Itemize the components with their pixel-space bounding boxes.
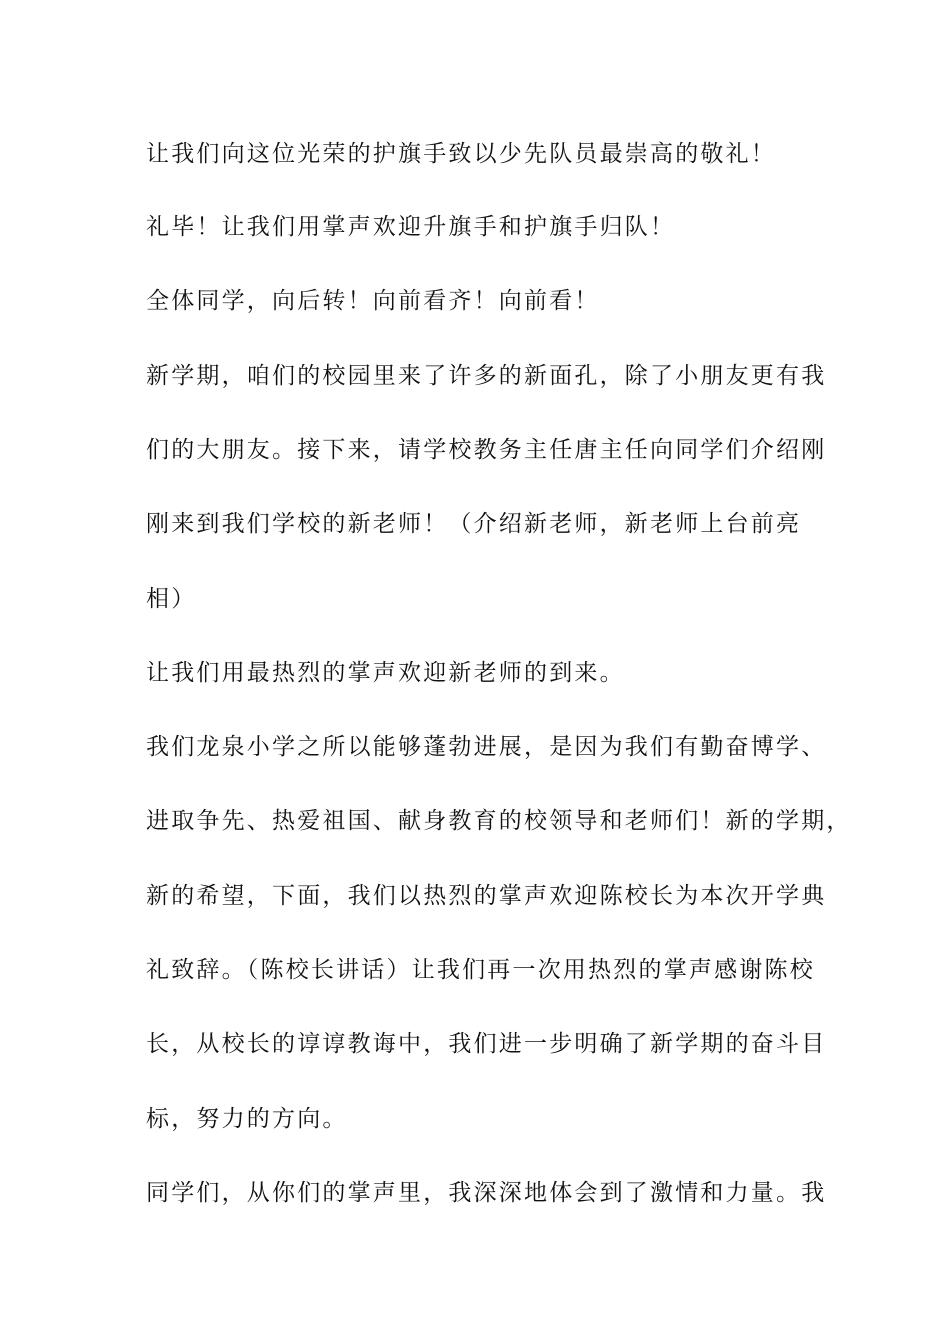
text-line: 同学们，从你们的掌声里，我深深地体会到了激情和力量。我 [146,1180,827,1206]
text-line: 礼毕！让我们用掌声欢迎升旗手和护旗手归队！ [146,214,676,240]
text-line: 进取争先、热爱祖国、献身教育的校领导和老师们！新的学期， [146,808,852,834]
text-line: 刚来到我们学校的新老师！（介绍新老师，新老师上台前亮 [146,511,802,537]
text-line: 礼致辞。（陈校长讲话）让我们再一次用热烈的掌声感谢陈校 [146,957,815,983]
text-line: 我们龙泉小学之所以能够蓬勃进展，是因为我们有勤奋博学、 [146,734,827,760]
text-line: 相） [146,586,197,612]
text-line: 们的大朋友。接下来，请学校教务主任唐主任向同学们介绍刚 [146,437,827,463]
text-line: 长，从校长的谆谆教诲中，我们进一步明确了新学期的奋斗目 [146,1031,827,1057]
text-line: 让我们用最热烈的掌声欢迎新老师的到来。 [146,660,625,686]
text-line: 让我们向这位光荣的护旗手致以少先队员最崇高的敬礼！ [146,141,776,167]
text-line: 标，努力的方向。 [146,1106,348,1132]
text-line: 全体同学，向后转！向前看齐！向前看！ [146,288,600,314]
text-line: 新学期，咱们的校园里来了许多的新面孔，除了小朋友更有我 [146,363,827,389]
text-line: 新的希望，下面，我们以热烈的掌声欢迎陈校长为本次开学典 [146,883,827,909]
